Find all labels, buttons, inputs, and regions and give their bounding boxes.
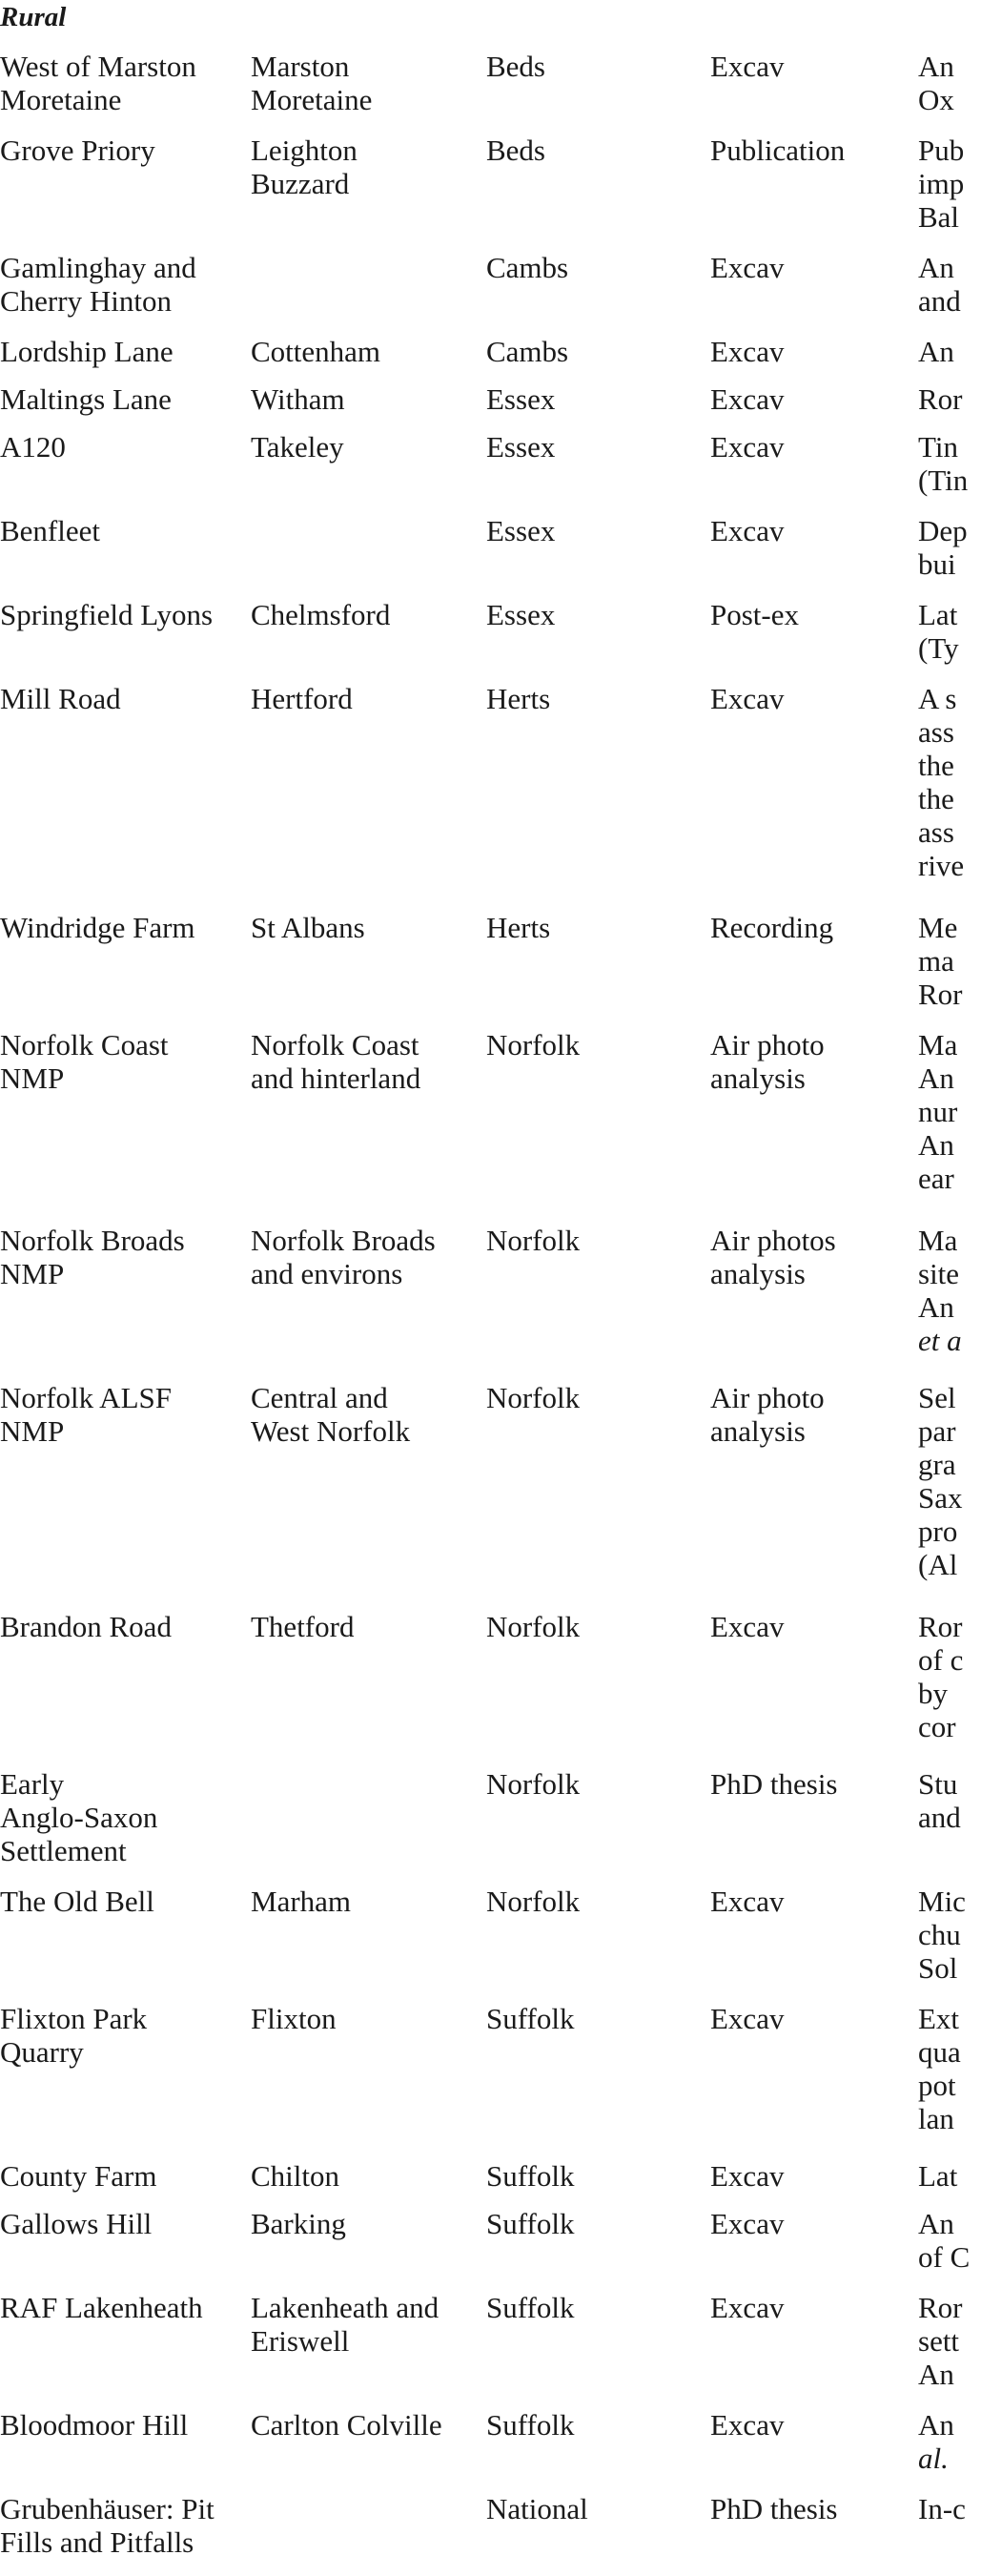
place-cell: Cottenham [251,335,381,368]
type-cell: Excav [710,682,785,715]
table-row [0,134,981,251]
summary-cell [918,682,981,911]
site-cell: Windridge Farm [0,911,195,944]
county-cell: Cambs [486,335,569,368]
type-cell: Air photo analysis [710,1028,825,1095]
county-cell: Norfolk [486,1610,581,1643]
site-cell: RAF Lakenheath [0,2291,203,2324]
summary-text: Ext qua pot lan [918,2002,961,2135]
table-row [0,514,981,598]
place-cell: Leighton Buzzard [251,134,358,200]
table-row [0,1610,981,1767]
type-cell: Excav [710,2408,785,2442]
county-cell: Suffolk [486,2207,575,2240]
summary-text: Ma An nur An ear [918,1028,958,1195]
place-cell: Hertford [251,682,353,715]
county-cell: Cambs [486,251,569,284]
summary-cell [918,1224,981,1381]
table-row [0,1028,981,1224]
site-cell: Norfolk Broads NMP [0,1224,185,1290]
summary-cell [918,50,981,134]
type-cell: Excav [710,2159,785,2193]
table-row [0,1381,981,1610]
summary-cell [918,2159,981,2207]
summary-cell [918,1885,981,2002]
county-cell: Essex [486,514,556,547]
place-cell: Central and West Norfolk [251,1381,411,1448]
county-cell: Herts [486,911,551,944]
table-row [0,2207,981,2291]
summary-text: Ror of c by cor [918,1610,964,1743]
summary-text: An [918,335,954,368]
summary-cell [918,911,981,1028]
site-cell: County Farm [0,2159,157,2193]
type-cell: Excav [710,1610,785,1643]
table-row [0,598,981,682]
place-cell: Norfolk Broads and environs [251,1224,436,1290]
summary-text: Ma site An [918,1224,960,1324]
site-cell: Benfleet [0,514,101,547]
type-cell: Excav [710,2002,785,2035]
county-cell: Suffolk [486,2408,575,2442]
place-cell: St Albans [251,911,365,944]
table-row [0,382,981,430]
county-cell: Norfolk [486,1885,581,1918]
sites-table [0,50,981,2576]
site-cell: Norfolk ALSF NMP [0,1381,172,1448]
summary-text: Ror [918,382,963,416]
type-cell: Excav [710,251,785,284]
table-row [0,251,981,335]
table-row [0,2159,981,2207]
summary-cell [918,335,981,382]
place-cell: Chilton [251,2159,340,2193]
summary-cell [918,2492,981,2576]
table-row [0,1224,981,1381]
site-cell: Mill Road [0,682,121,715]
place-cell: Marham [251,1885,352,1918]
summary-cell [918,430,981,514]
site-cell: Brandon Road [0,1610,172,1643]
place-cell: Chelmsford [251,598,391,631]
type-cell: Publication [710,134,846,167]
site-cell: Grove Priory [0,134,155,167]
site-cell: A120 [0,430,66,464]
type-cell: Recording [710,911,834,944]
place-cell: Takeley [251,430,344,464]
place-cell [251,514,486,598]
place-cell [251,251,486,335]
site-cell: Gallows Hill [0,2207,153,2240]
place-cell: Witham [251,382,345,416]
county-cell: Suffolk [486,2002,575,2035]
summary-text: Dep bui [918,514,968,581]
type-cell: Excav [710,335,785,368]
county-cell: Norfolk [486,1381,581,1414]
summary-cell [918,1610,981,1767]
site-cell: The Old Bell [0,1885,154,1918]
summary-cell [918,2207,981,2291]
table-row [0,50,981,134]
county-cell: National [486,2492,588,2525]
table-row [0,2408,981,2492]
summary-cell [918,1381,981,1610]
summary-text: Me ma Ror [918,911,963,1011]
site-cell: Gamlinghay and Cherry Hinton [0,251,196,318]
county-cell: Beds [486,134,545,167]
type-cell: Excav [710,2291,785,2324]
site-cell: Early Anglo-Saxon Settlement [0,1767,158,1867]
summary-cell [918,2002,981,2159]
site-cell: Lordship Lane [0,335,174,368]
type-cell: Excav [710,514,785,547]
county-cell: Essex [486,598,556,631]
place-cell: Barking [251,2207,346,2240]
county-cell: Essex [486,430,556,464]
place-cell [251,1767,486,1885]
summary-cell [918,514,981,598]
summary-cell [918,1028,981,1224]
summary-text: In-c [918,2492,966,2525]
table-row [0,2002,981,2159]
place-cell: Marston Moretaine [251,50,373,116]
place-cell: Flixton [251,2002,337,2035]
site-cell: West of Marston Moretaine [0,50,196,116]
summary-text: An of C [918,2207,971,2274]
type-cell: Excav [710,1885,785,1918]
summary-text: An Ox [918,50,954,116]
summary-cell [918,134,981,251]
county-cell: Suffolk [486,2159,575,2193]
site-cell: Bloodmoor Hill [0,2408,189,2442]
summary-cell [918,598,981,682]
place-cell: Lakenheath and Eriswell [251,2291,439,2358]
table-row [0,2492,981,2576]
type-cell: PhD thesis [710,2492,838,2525]
type-cell: Air photos analysis [710,1224,836,1290]
county-cell: Norfolk [486,1767,581,1801]
summary-text: Sel par gra Sax pro (Al [918,1381,963,1581]
summary-cell [918,251,981,335]
place-cell: Carlton Colville [251,2408,442,2442]
site-cell: Norfolk Coast NMP [0,1028,169,1095]
summary-text: Lat [918,2159,958,2193]
summary-text: Pub imp Bal [918,134,965,234]
type-cell: Excav [710,2207,785,2240]
summary-text: A s ass the the ass rive [918,682,965,882]
type-cell: Excav [710,430,785,464]
county-cell: Essex [486,382,556,416]
summary-cell [918,2408,981,2492]
summary-text: Lat (Ty [918,598,959,665]
type-cell: Air photo analysis [710,1381,825,1448]
summary-cell [918,2291,981,2408]
sites-table-body [0,50,981,2576]
table-row [0,911,981,1028]
table-row [0,1767,981,1885]
summary-text: Mic chu Sol [918,1885,966,1985]
table-row [0,1885,981,2002]
place-cell [251,2492,486,2576]
table-row [0,2291,981,2408]
summary-text: Tin (Tin [918,430,969,497]
summary-italic-text: al. [918,2442,949,2475]
site-cell: Springfield Lyons [0,598,214,631]
place-cell: Norfolk Coast and hinterland [251,1028,421,1095]
site-cell: Maltings Lane [0,382,172,416]
county-cell: Beds [486,50,545,83]
table-row [0,682,981,911]
summary-italic-text: et a [918,1324,962,1357]
summary-cell [918,382,981,430]
county-cell: Suffolk [486,2291,575,2324]
summary-cell [918,1767,981,1885]
summary-text: An and [918,251,961,318]
summary-text: Ror sett An [918,2291,963,2391]
site-cell: Grubenhäuser: Pit Fills and Pitfalls [0,2492,215,2559]
section-heading: Rural [0,2,67,32]
type-cell: PhD thesis [710,1767,838,1801]
county-cell: Norfolk [486,1028,581,1061]
type-cell: Excav [710,50,785,83]
type-cell: Post-ex [710,598,799,631]
table-row [0,430,981,514]
county-cell: Norfolk [486,1224,581,1257]
type-cell: Excav [710,382,785,416]
table-row [0,335,981,382]
summary-text: Stu and [918,1767,961,1834]
place-cell: Thetford [251,1610,355,1643]
summary-text: An [918,2408,954,2442]
site-cell: Flixton Park Quarry [0,2002,148,2069]
county-cell: Herts [486,682,551,715]
